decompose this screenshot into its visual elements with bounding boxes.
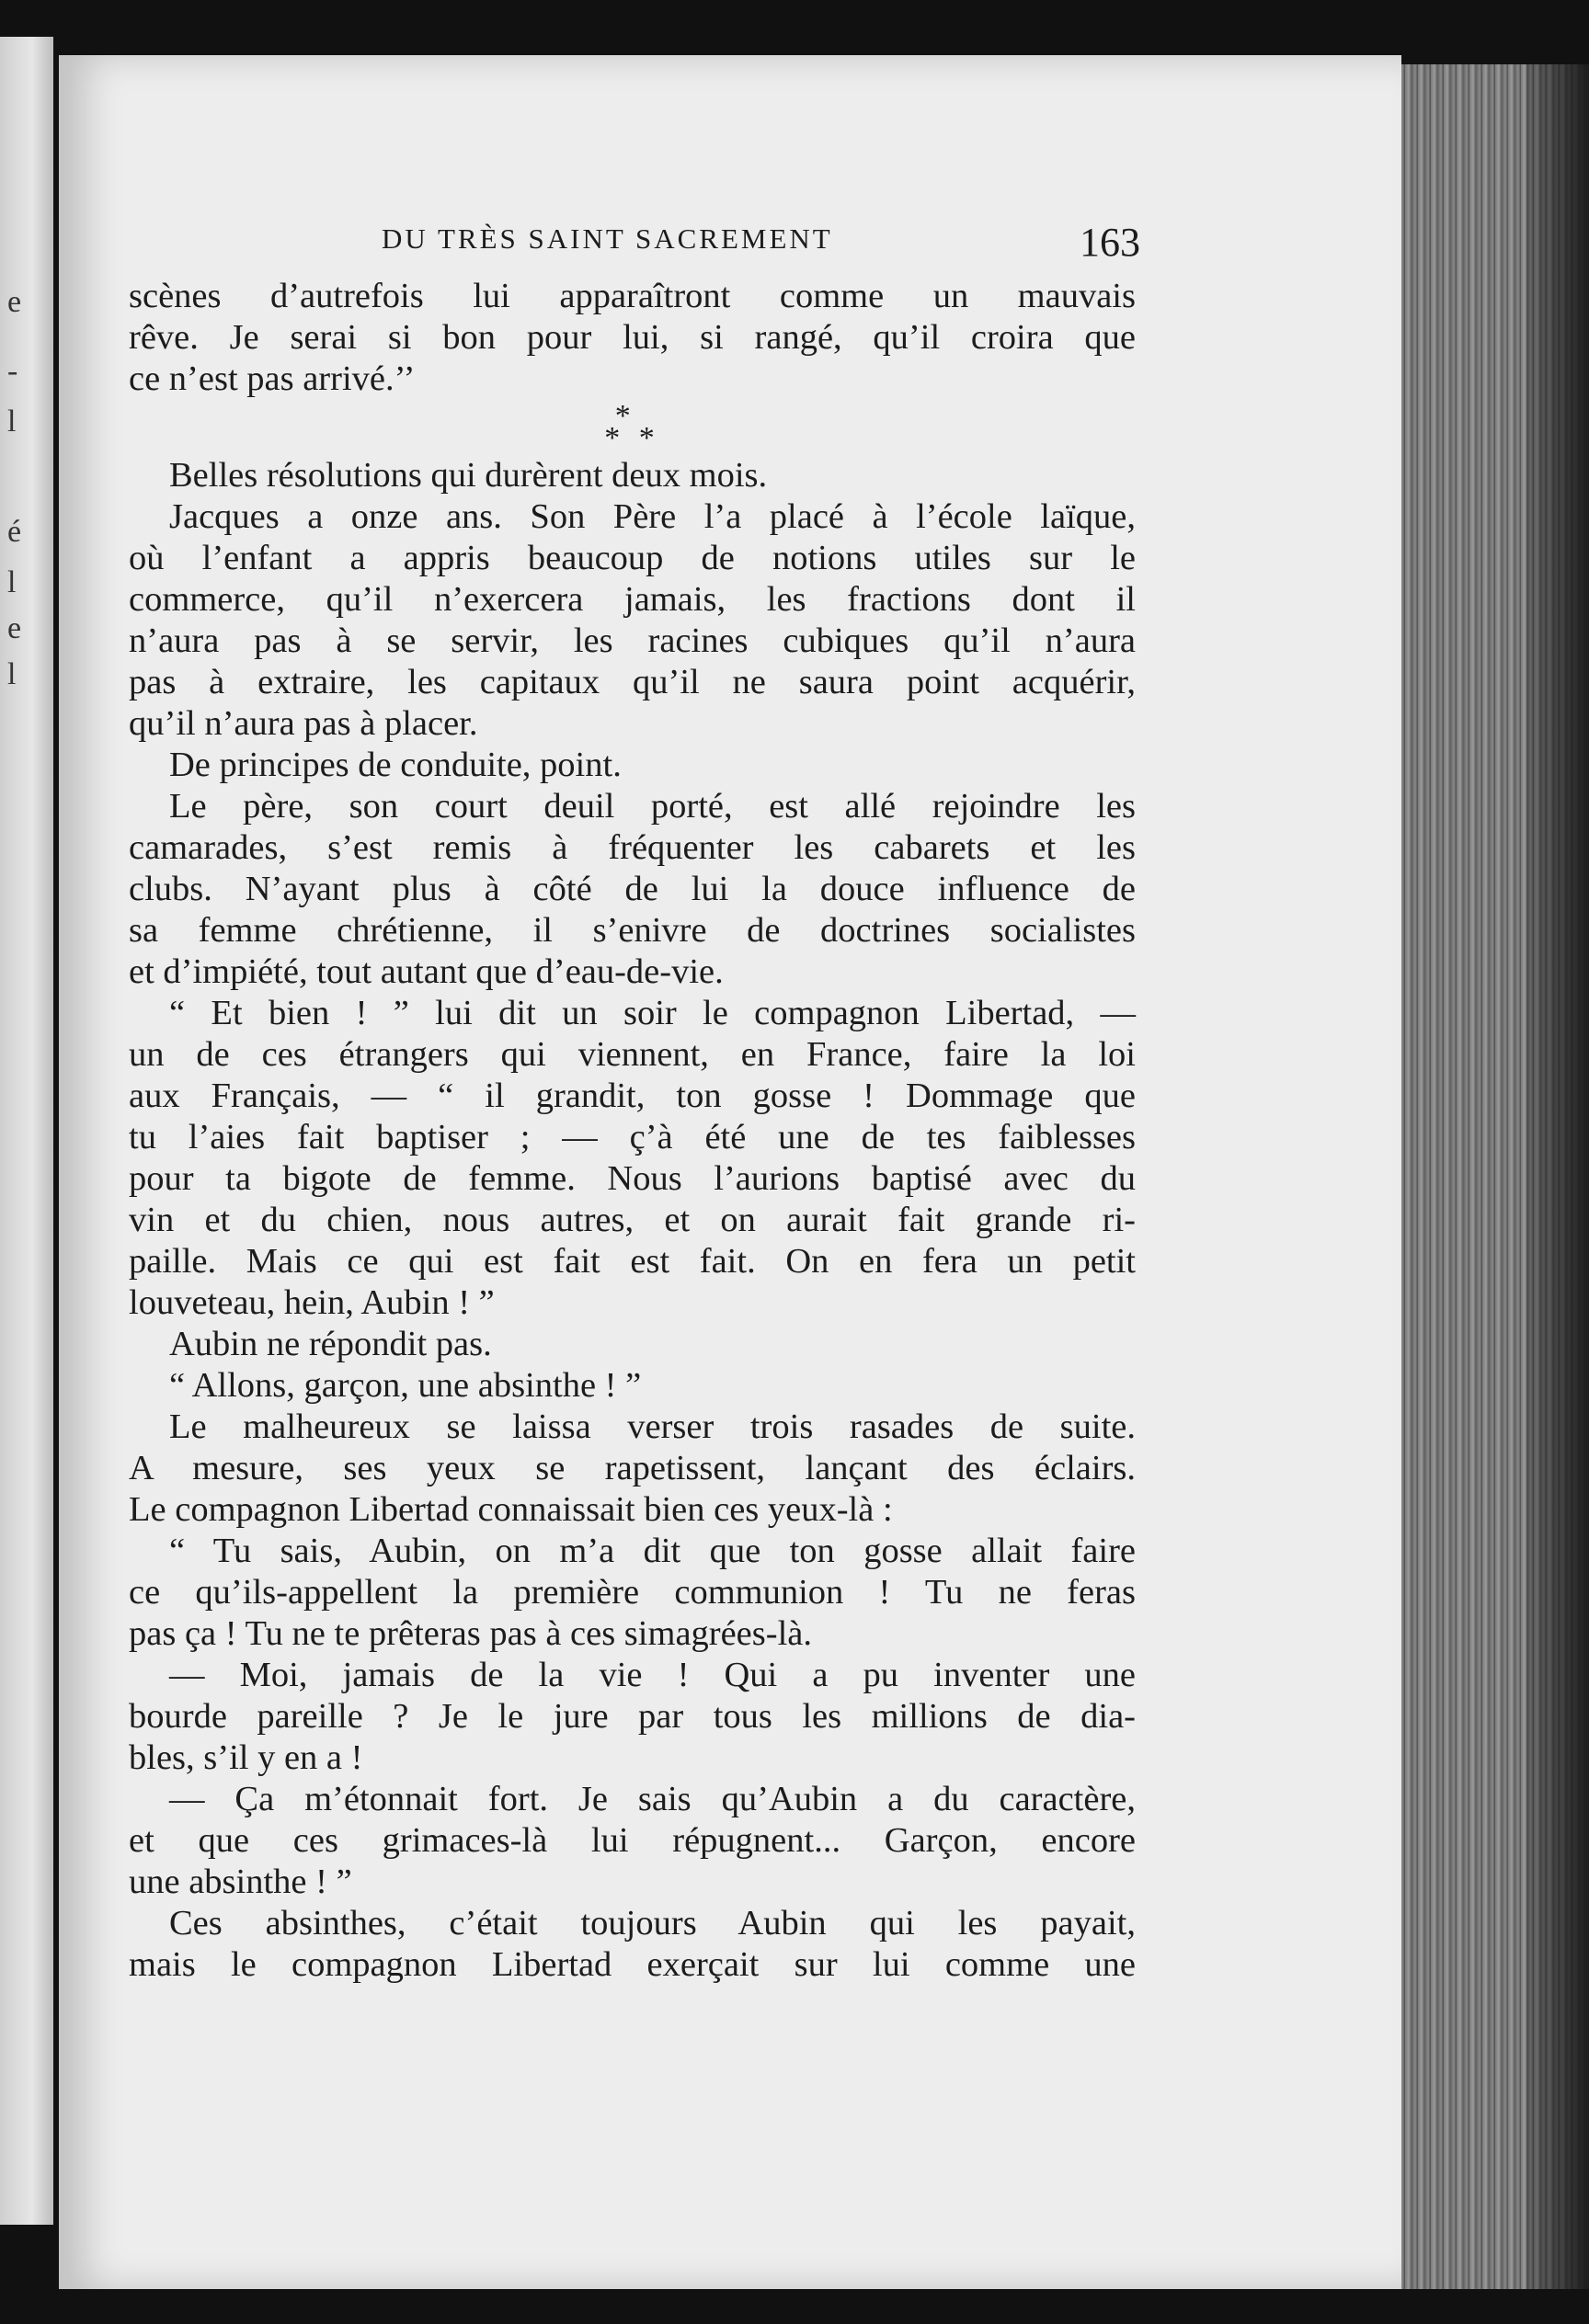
text-line: clubs. N’ayant plus à côté de lui la douce influence de — [129, 870, 1136, 908]
text-line: ce qu’ils-appellent la première communion ! Tu ne feras — [129, 1573, 1136, 1612]
text-line: tu l’aies fait baptiser ; — ç’à été une de tes faiblesses — [129, 1118, 1136, 1156]
text-line: bourde pareille ? Je le jure par tous les millions de dia- — [129, 1697, 1136, 1736]
facing-page-text-fragment: l — [7, 657, 17, 691]
text-line: louveteau, hein, Aubin ! ” — [129, 1283, 495, 1322]
facing-page-text-fragment: l — [7, 404, 17, 439]
text-line: “ Tu sais, Aubin, on m’a dit que ton gosse allait faire — [169, 1532, 1136, 1570]
running-head: DU TRÈS SAINT SACREMENT — [382, 222, 833, 255]
text-line: “ Et bien ! ” lui dit un soir le compagnon Libertad, — — [169, 994, 1136, 1032]
text-line: un de ces étrangers qui viennent, en France, faire la loi — [129, 1035, 1136, 1074]
text-line: commerce, qu’il n’exercera jamais, les fractions dont il — [129, 580, 1136, 619]
text-line: rêve. Je serai si bon pour lui, si rangé, qu’il croira que — [129, 318, 1136, 357]
text-line: pas ça ! Tu ne te prêteras pas à ces simagrées-là. — [129, 1614, 812, 1653]
text-line: et d’impiété, tout autant que d’eau-de-vie. — [129, 952, 724, 991]
text-line: pas à extraire, les capitaux qu’il ne saura point acquérir, — [129, 663, 1136, 701]
text-line: Le père, son court deuil porté, est allé rejoindre les — [169, 787, 1136, 826]
text-line: ce n’est pas arrivé.’’ — [129, 359, 416, 398]
text-line: A mesure, ses yeux se rapetissent, lançant des éclairs. — [129, 1449, 1136, 1487]
text-line: une absinthe ! ” — [129, 1863, 352, 1901]
text-line: pour ta bigote de femme. Nous l’aurions baptisé avec du — [129, 1159, 1136, 1198]
text-line: n’aura pas à se servir, les racines cubiques qu’il n’aura — [129, 621, 1136, 660]
facing-page-text-fragment: e — [7, 285, 22, 319]
facing-page-text-fragment: é — [7, 515, 22, 549]
text-line: — Moi, jamais de la vie ! Qui a pu inventer une — [169, 1656, 1136, 1694]
text-line: Aubin ne répondit pas. — [169, 1325, 492, 1363]
text-line: et que ces grimaces-là lui répugnent... Garçon, encore — [129, 1821, 1136, 1860]
page-body-text — [129, 276, 1136, 1986]
text-line: Jacques a onze ans. Son Père l’a placé à l’école laïque, — [169, 497, 1136, 536]
text-line: mais le compagnon Libertad exerçait sur lui comme une — [129, 1945, 1136, 1984]
text-line: Ces absinthes, c’était toujours Aubin qui les payait, — [169, 1904, 1136, 1942]
text-line: où l’enfant a appris beaucoup de notions utiles sur le — [129, 539, 1136, 577]
text-line: sa femme chrétienne, il s’enivre de doctrines socialistes — [129, 911, 1136, 950]
text-line: aux Français, — “ il grandit, ton gosse ! Dommage que — [129, 1077, 1136, 1115]
text-line: — Ça m’étonnait fort. Je sais qu’Aubin a du caractère, — [169, 1780, 1136, 1818]
facing-page-edge — [0, 37, 53, 2225]
facing-page-text-fragment: e — [7, 611, 22, 645]
text-line: scènes d’autrefois lui apparaîtront comme un mauvais — [129, 277, 1136, 315]
asterism: * * * — [604, 399, 660, 455]
text-line: “ Allons, garçon, une absinthe ! ” — [169, 1366, 642, 1405]
text-line: Belles résolutions qui durèrent deux mois. — [169, 456, 768, 495]
text-line: De principes de conduite, point. — [169, 746, 622, 784]
book-fore-edge — [1379, 64, 1589, 2289]
page-header — [382, 222, 1140, 270]
text-line: camarades, s’est remis à fréquenter les cabarets et les — [129, 828, 1136, 867]
text-line: Le compagnon Libertad connaissait bien ces yeux-là : — [129, 1490, 893, 1529]
facing-page-text-fragment: - — [7, 354, 18, 388]
facing-page-text-fragment: l — [7, 565, 17, 599]
text-line: vin et du chien, nous autres, et on aurait fait grande ri- — [129, 1201, 1136, 1239]
text-line: paille. Mais ce qui est fait est fait. On en fera un petit — [129, 1242, 1136, 1281]
text-line: bles, s’il y en a ! — [129, 1738, 363, 1777]
text-line: qu’il n’aura pas à placer. — [129, 704, 478, 743]
page-number: 163 — [1080, 220, 1140, 265]
text-line: Le malheureux se laissa verser trois rasades de suite. — [169, 1407, 1136, 1446]
